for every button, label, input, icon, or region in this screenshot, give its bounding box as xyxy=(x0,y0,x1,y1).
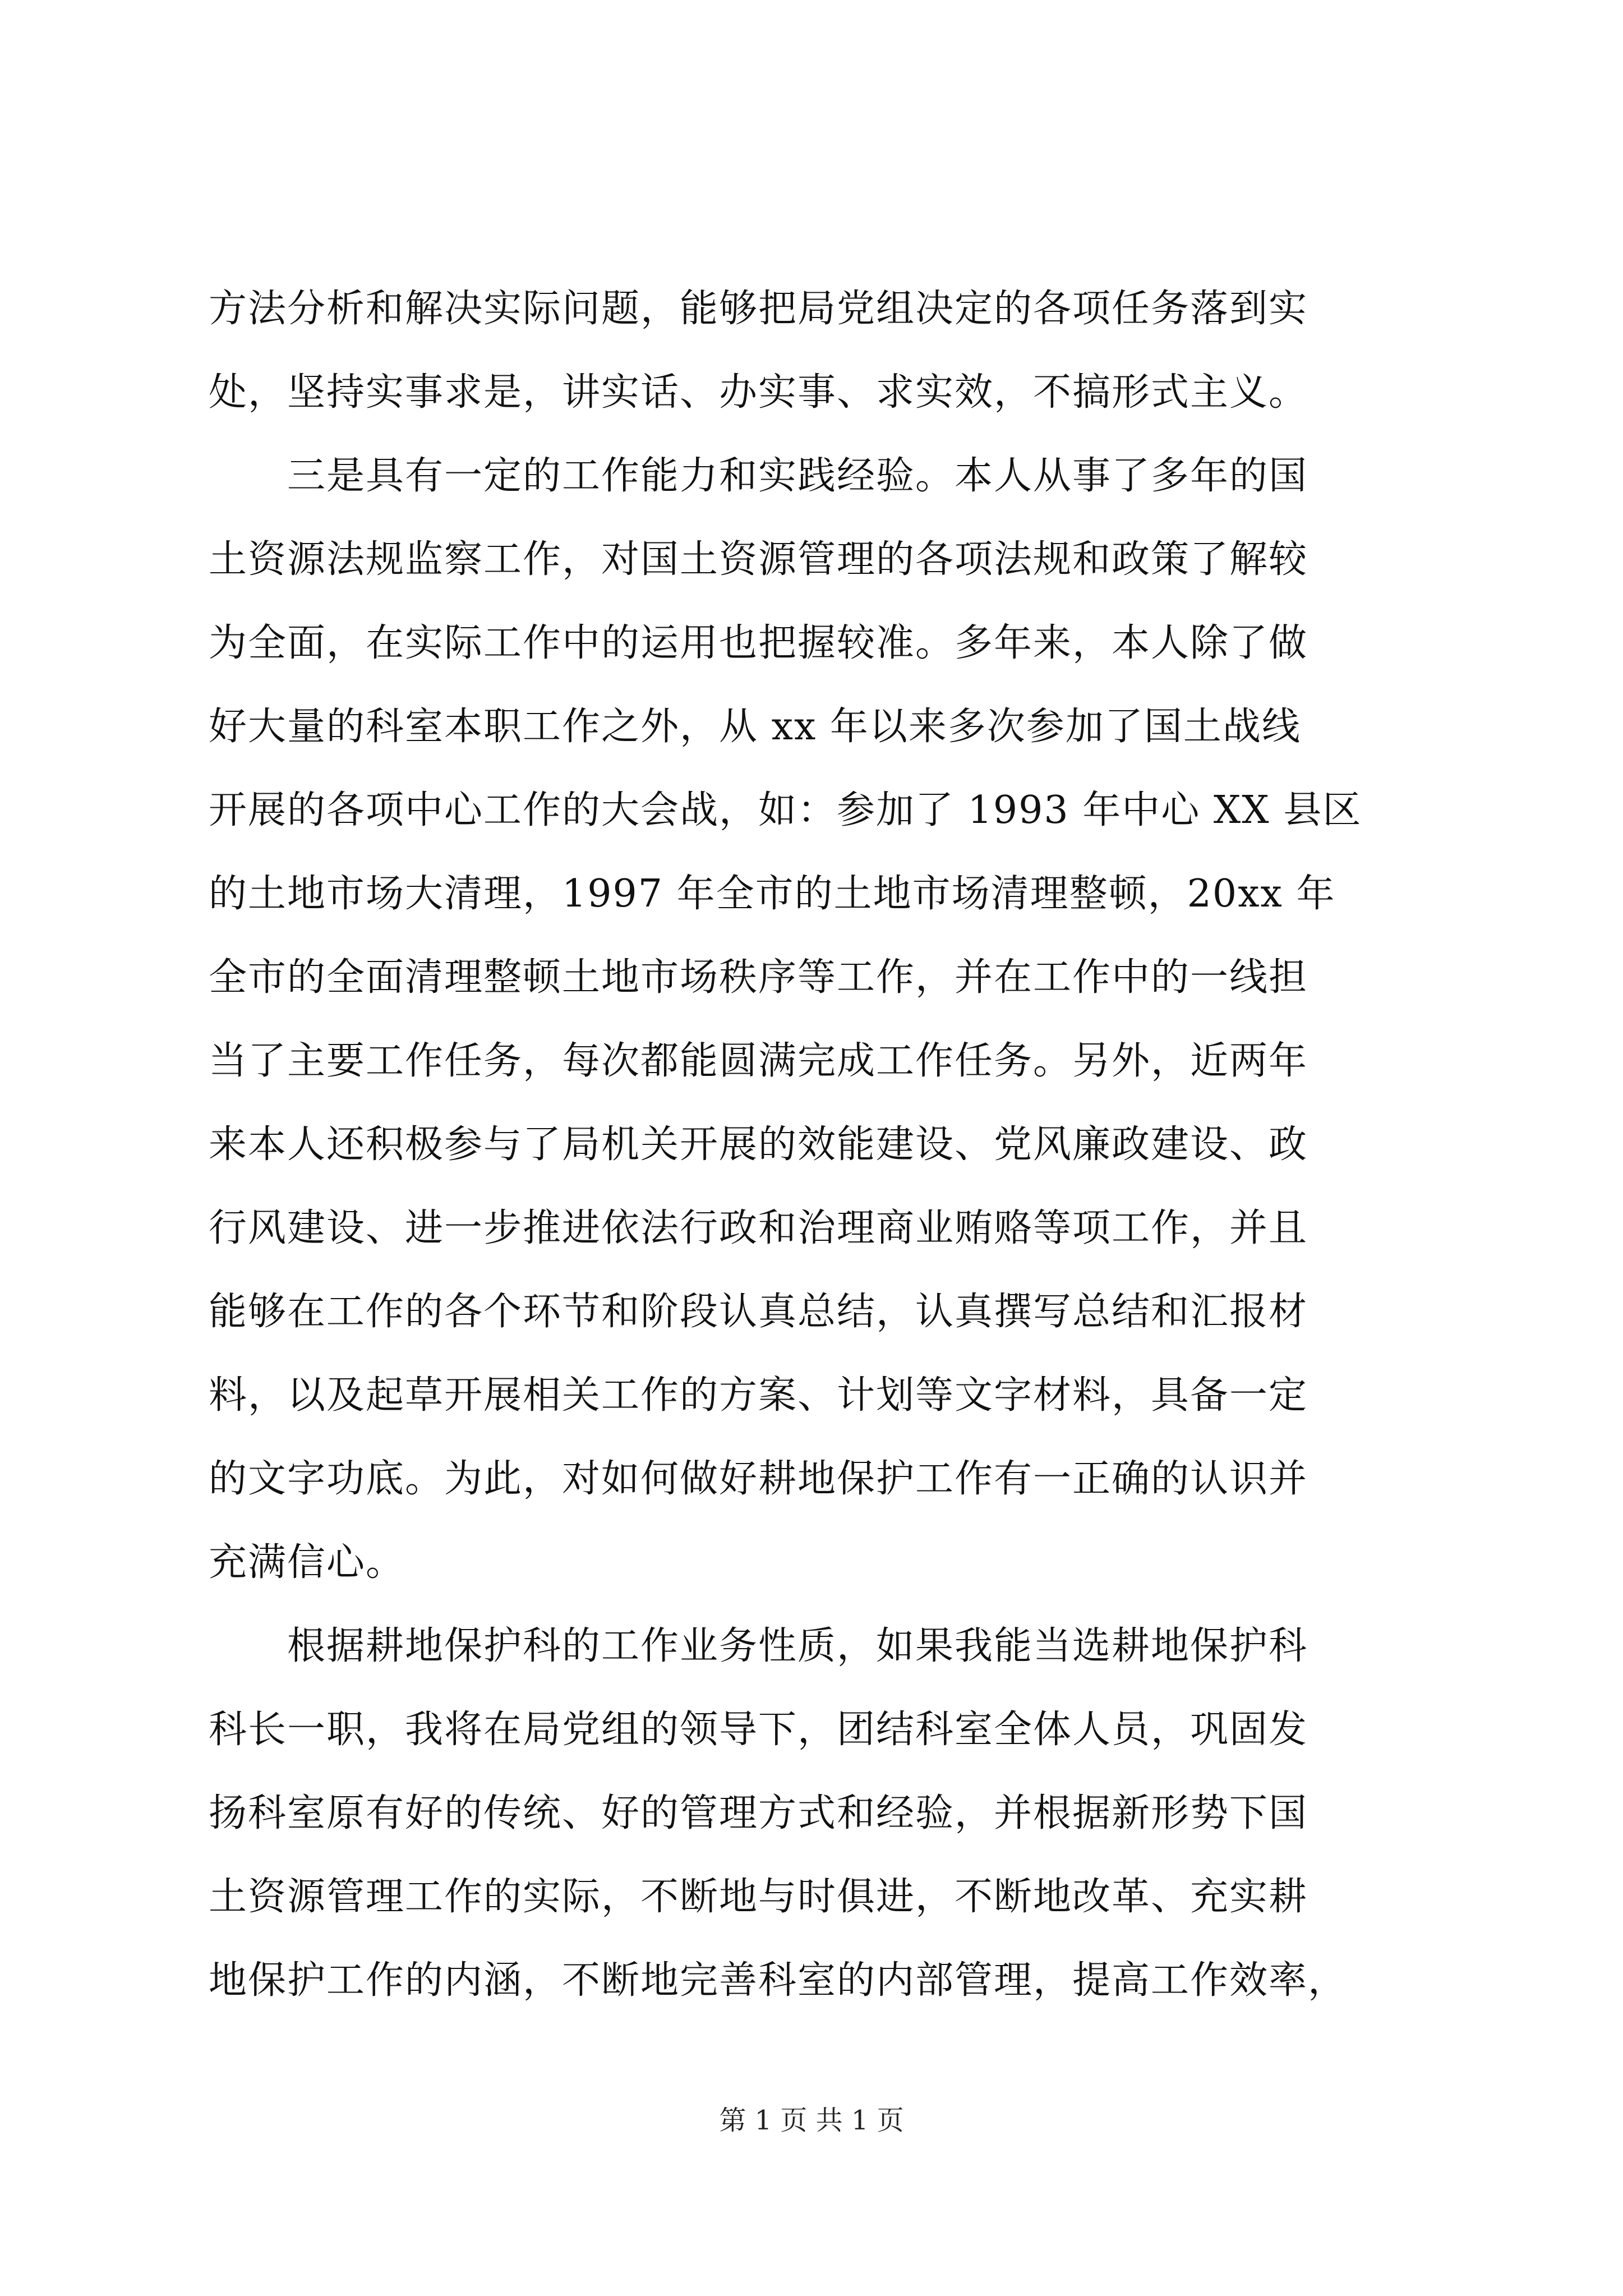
text-line xyxy=(0,601,1623,685)
paragraph-first-line xyxy=(0,434,1623,518)
text-line-content: 当了主要工作任务，每次都能圆满完成工作任务。另外，近两年 xyxy=(209,1039,1308,1083)
page-number-footer: 第 1 页 共 1 页 xyxy=(719,2105,904,2136)
text-line-content: 处，坚持实事求是，讲实话、办实事、求实效，不搞形式主义。 xyxy=(209,370,1308,415)
text-line xyxy=(0,1688,1623,1772)
text-line-content: 料，以及起草开展相关工作的方案、计划等文字材料，具备一定 xyxy=(209,1373,1308,1418)
text-line xyxy=(0,1939,1623,2023)
text-line-content: 地保护工作的内涵，不断地完善科室的内部管理，提高工作效率， xyxy=(209,1958,1348,2003)
text-line-content: 的文字功底。为此，对如何做好耕地保护工作有一正确的认识并 xyxy=(209,1457,1308,1501)
text-line-content: 土资源管理工作的实际，不断地与时俱进，不断地改革、充实耕 xyxy=(209,1875,1308,1919)
text-line-content: 全市的全面清理整顿土地市场秩序等工作，并在工作中的一线担 xyxy=(209,955,1308,1000)
text-line xyxy=(0,1019,1623,1103)
text-line-content: 来本人还积极参与了局机关开展的效能建设、党风廉政建设、政 xyxy=(209,1122,1308,1167)
text-line xyxy=(0,1103,1623,1187)
text-line-content: 科长一职，我将在局党组的领导下，团结科室全体人员，巩固发 xyxy=(209,1708,1308,1752)
text-line xyxy=(0,1772,1623,1856)
text-line-content: 充满信心。 xyxy=(209,1540,405,1585)
text-line xyxy=(0,1855,1623,1939)
text-line-content: 开展的各项中心工作的大会战，如：参加了 1993 年中心 XX 县区 xyxy=(209,788,1362,832)
text-line xyxy=(0,936,1623,1020)
paragraph-first-line xyxy=(0,1604,1623,1688)
text-line-content: 好大量的科室本职工作之外，从 xx 年以来多次参加了国土战线 xyxy=(209,705,1301,749)
text-line xyxy=(0,769,1623,853)
text-line-content: 土资源法规监察工作，对国土资源管理的各项法规和政策了解较 xyxy=(209,537,1308,582)
text-line-content: 扬科室原有好的传统、好的管理方式和经验，并根据新形势下国 xyxy=(209,1791,1308,1835)
text-line xyxy=(0,852,1623,936)
text-line xyxy=(0,1354,1623,1438)
text-line xyxy=(0,1521,1623,1605)
text-line-content: 三是具有一定的工作能力和实践经验。本人从事了多年的国 xyxy=(287,454,1308,498)
text-line-content: 根据耕地保护科的工作业务性质，如果我能当选耕地保护科 xyxy=(287,1624,1308,1668)
text-line xyxy=(0,1186,1623,1271)
text-line-content: 的土地市场大清理，1997 年全市的土地市场清理整顿，20xx 年 xyxy=(209,872,1336,916)
text-line xyxy=(0,351,1623,435)
text-line xyxy=(0,518,1623,602)
text-line xyxy=(0,1270,1623,1354)
text-line xyxy=(0,267,1623,351)
text-line-content: 为全面，在实际工作中的运用也把握较准。多年来，本人除了做 xyxy=(209,621,1308,665)
text-line-content: 方法分析和解决实际问题，能够把局党组决定的各项任务落到实 xyxy=(209,287,1308,331)
text-line-content: 行风建设、进一步推进依法行政和治理商业贿赂等项工作，并且 xyxy=(209,1206,1308,1250)
text-line xyxy=(0,1437,1623,1521)
text-line xyxy=(0,685,1623,769)
text-line-content: 能够在工作的各个环节和阶段认真总结，认真撰写总结和汇报材 xyxy=(209,1290,1308,1334)
